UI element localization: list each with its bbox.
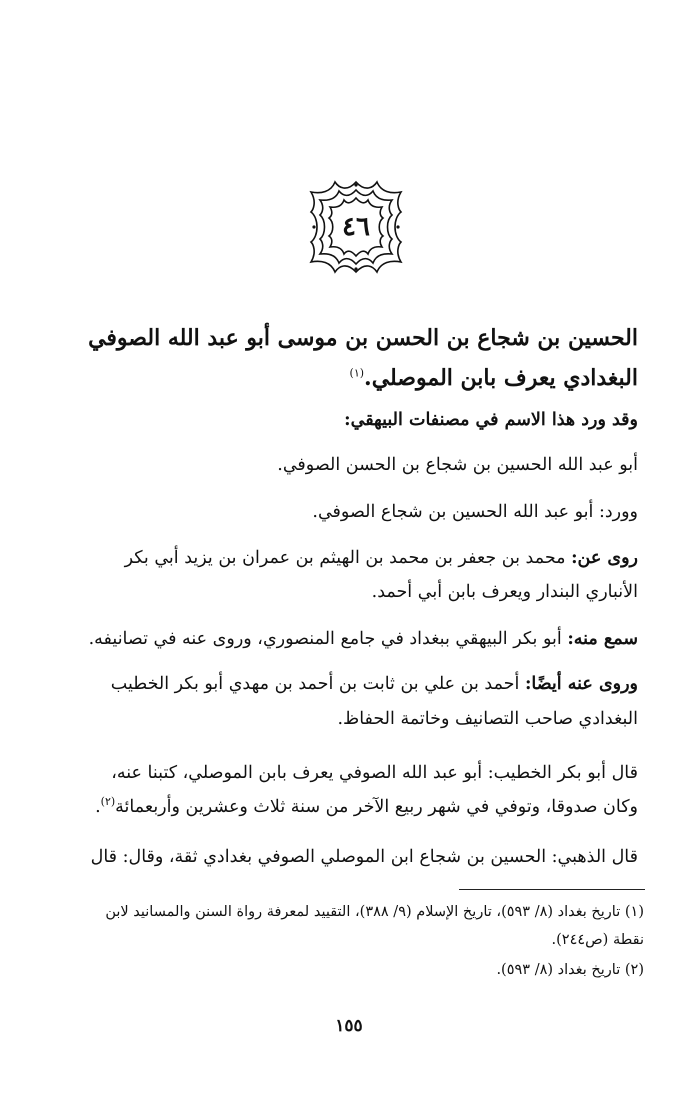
- name-form-1: أبو عبد الله الحسين بن شجاع بن الحسن الصوفي.: [277, 455, 638, 475]
- footnote-1-line2: نقطة (ص٢٤٤).: [551, 932, 644, 948]
- footnote-2: (٢) تاريخ بغداد (٨/ ٥٩٣).: [496, 962, 644, 978]
- khatib-quote-line2: [52, 788, 638, 826]
- entry-number: ٤٦: [342, 212, 370, 242]
- dhahabi-quote: قال الذهبي: الحسين بن شجاع ابن الموصلي الصوفي بغدادي ثقة، وقال: قال: [90, 847, 638, 867]
- entry-number-ornament: [307, 178, 405, 276]
- narrated-from-text: محمد بن جعفر بن محمد بن الهيثم بن عمران بن يزيد أبي بكر: [124, 548, 566, 568]
- also-narrated-label: وروى عنه أيضًا:: [524, 674, 638, 694]
- entry-title-line1: الحسين بن شجاع بن الحسن بن موسى أبو عبد الله الصوفي: [88, 325, 638, 351]
- footnote-ref-1: (١): [349, 366, 365, 380]
- heard-from-him-label: سمع منه:: [567, 629, 638, 649]
- page-number: ١٥٥: [335, 1016, 363, 1036]
- footnote-1-line1: (١) تاريخ بغداد (٨/ ٥٩٣)، تاريخ الإسلام (٩/ ٣٨٨)، التقييد لمعرفة رواة السنن والمسانيد لابن: [105, 904, 644, 920]
- name-form-2: وورد: أبو عبد الله الحسين بن شجاع الصوفي.: [312, 502, 638, 522]
- entry-title-line2: [52, 358, 638, 398]
- also-narrated-text: أحمد بن علي بن ثابت بن أحمد بن مهدي أبو بكر الخطيب: [110, 674, 520, 694]
- narrated-from-line2: الأنباري البندار ويعرف بابن أبي أحمد.: [371, 582, 638, 602]
- khatib-quote-line1: قال أبو بكر الخطيب: أبو عبد الله الصوفي يعرف بابن الموصلي، كتبنا عنه،: [111, 763, 638, 783]
- also-narrated-line1: [52, 665, 638, 703]
- source-heading: وقد ورد هذا الاسم في مصنفات البيهقي:: [344, 410, 638, 430]
- khatib-quote-end: .: [95, 797, 101, 817]
- khatib-quote-text: وكان صدوقا، وتوفي في شهر ربيع الآخر من سنة ثلاث وعشرين وأربعمائة: [115, 797, 638, 817]
- heard-from-him-text: أبو بكر البيهقي ببغداد في جامع المنصوري، وروى عنه في تصانيفه.: [88, 629, 562, 649]
- narrated-from-line1: [52, 539, 638, 577]
- footnote-ref-2: (٢): [100, 795, 116, 809]
- footnote-separator: [459, 889, 645, 890]
- also-narrated-line2: البغدادي صاحب التصانيف وخاتمة الحفاظ.: [337, 709, 638, 729]
- narrated-from-label: روى عن:: [571, 548, 638, 568]
- entry-title-text: البغدادي يعرف بابن الموصلي.: [364, 365, 638, 391]
- heard-from-him: [52, 620, 638, 658]
